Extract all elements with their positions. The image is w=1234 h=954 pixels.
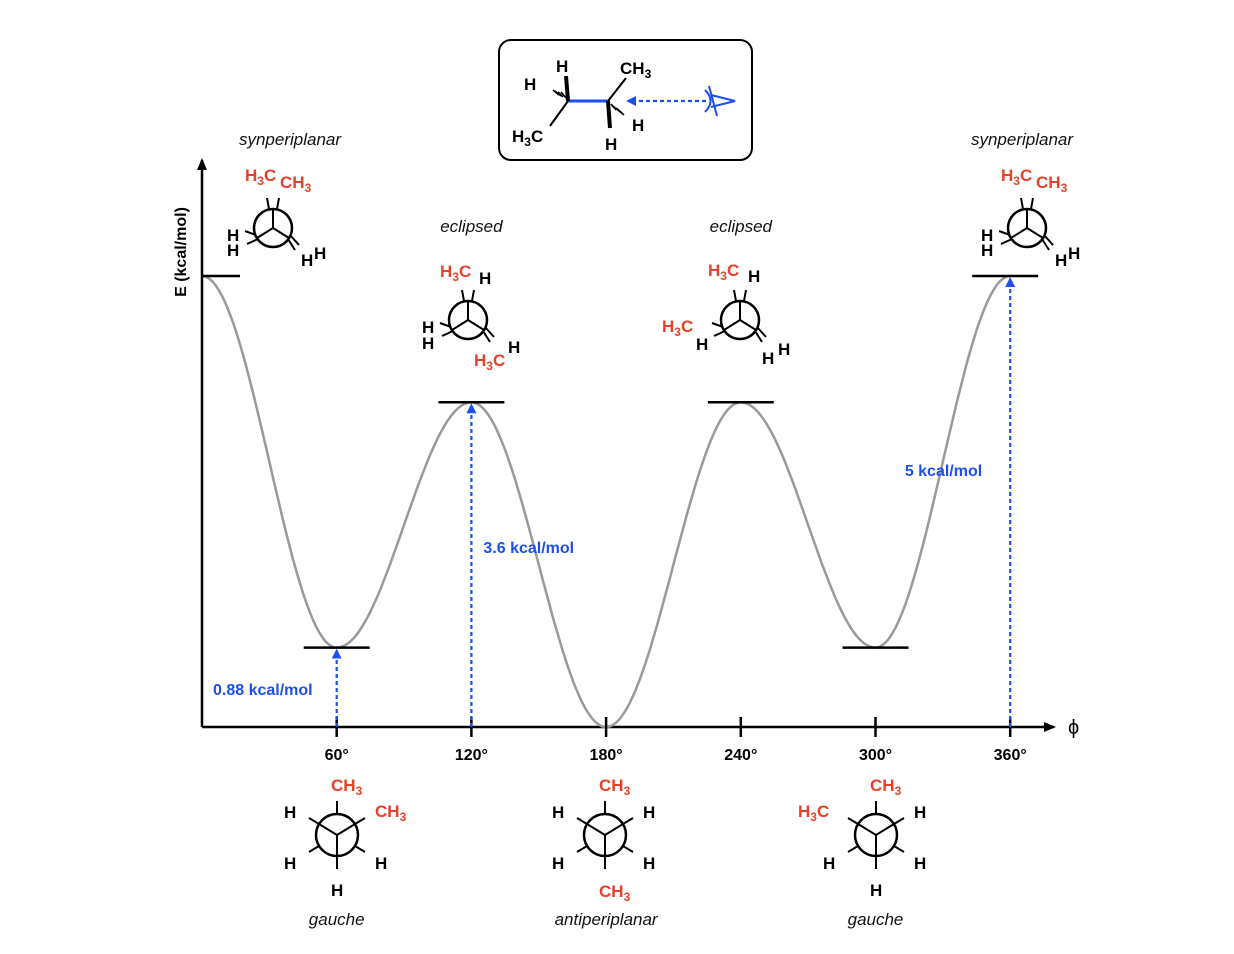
- sawhorse-inset: [499, 40, 752, 160]
- energy-curve: [202, 276, 1010, 727]
- newman-gauche-300: [798, 776, 926, 900]
- svg-text:H: H: [422, 318, 435, 337]
- svg-text:H: H: [284, 854, 297, 873]
- svg-text:H: H: [375, 854, 388, 873]
- svg-text:H: H: [284, 803, 297, 822]
- inset-atom-h: H: [605, 135, 618, 154]
- svg-text:H3C: $H_3C$: [798, 802, 830, 824]
- svg-text:H: H: [914, 854, 927, 873]
- x-tick-label: 60°: [324, 747, 349, 764]
- conformation-label: synperiplanar: [970, 130, 1074, 149]
- level-bars: [202, 276, 1038, 648]
- inset-atom-ch3: $CH_3$: [620, 59, 652, 81]
- conformation-label: gauche: [847, 910, 904, 929]
- inset-atom-h3c: $H_3C$: [512, 127, 544, 149]
- svg-text:H3C: $H_3C$: [440, 262, 472, 284]
- x-ticks: [325, 717, 1027, 764]
- svg-text:H: H: [227, 226, 240, 245]
- svg-text:H: H: [422, 334, 435, 353]
- svg-text:H3C: $H_3C$: [1001, 166, 1033, 188]
- inset-atom-h: H: [524, 75, 537, 94]
- newman-eclipsed-120: [422, 262, 520, 373]
- conformation-label: eclipsed: [709, 217, 772, 236]
- svg-text:H: H: [331, 881, 344, 900]
- conformation-label: gauche: [308, 910, 365, 929]
- x-tick-label: 120°: [454, 747, 488, 764]
- svg-text:H: H: [778, 340, 791, 359]
- svg-text:H: H: [762, 349, 775, 368]
- svg-text:CH3: $CH_3$: [331, 776, 363, 798]
- svg-text:H: H: [1068, 244, 1081, 263]
- x-tick-label: 180°: [589, 747, 623, 764]
- svg-text:H: H: [696, 335, 709, 354]
- svg-text:H3C: $H_3C$: [662, 317, 694, 339]
- energy-gap-label: 5 kcal/mol: [904, 463, 983, 480]
- y-axis-label: E (kcal/mol): [173, 207, 190, 297]
- conformation-label: synperiplanar: [238, 130, 342, 149]
- svg-text:CH3: $CH_3$: [375, 802, 407, 824]
- x-tick-label: 240°: [724, 747, 758, 764]
- svg-text:H3C: $H_3C$: [708, 261, 740, 283]
- svg-text:H: H: [508, 338, 521, 357]
- energy-gap-label: 0.88 kcal/mol: [213, 682, 313, 699]
- x-axis-label: ϕ: [1068, 717, 1080, 739]
- svg-text:H: H: [981, 241, 994, 260]
- svg-text:H: H: [479, 269, 492, 288]
- svg-text:H: H: [643, 803, 656, 822]
- energy-arrows: [213, 279, 1010, 727]
- inset-atom-h: H: [632, 116, 645, 135]
- svg-text:CH3: $CH_3$: [599, 882, 631, 904]
- svg-text:H: H: [823, 854, 836, 873]
- conformation-label: antiperiplanar: [554, 910, 658, 929]
- svg-text:CH3: $CH_3$: [870, 776, 902, 798]
- svg-text:H: H: [870, 881, 883, 900]
- newman-eclipsed-240: [662, 261, 790, 368]
- svg-text:H3C: $H_3C$: [474, 351, 506, 373]
- conformation-labels: [239, 130, 1074, 929]
- newman-antiperiplanar-180: [552, 776, 655, 904]
- svg-text:H: H: [748, 267, 761, 286]
- svg-text:H: H: [301, 251, 314, 270]
- svg-text:H: H: [552, 854, 565, 873]
- svg-text:H: H: [643, 854, 656, 873]
- svg-text:H: H: [227, 241, 240, 260]
- svg-text:CH3: $CH_3$: [1036, 173, 1068, 195]
- svg-text:CH3: $CH_3$: [280, 173, 312, 195]
- svg-text:H: H: [914, 803, 927, 822]
- x-tick-label: 300°: [858, 747, 893, 764]
- svg-text:H: H: [1055, 251, 1068, 270]
- svg-text:CH3: $CH_3$: [599, 776, 631, 798]
- svg-text:H: H: [314, 244, 327, 263]
- conformation-label: eclipsed: [440, 217, 503, 236]
- newman-synperiplanar-right: [981, 166, 1080, 270]
- newman-gauche-60: [284, 776, 407, 900]
- svg-text:H: H: [981, 226, 994, 245]
- inset-atom-h: H: [556, 57, 569, 76]
- energy-gap-label: 3.6 kcal/mol: [483, 540, 575, 557]
- svg-text:H3C: $H_3C$: [245, 166, 277, 188]
- x-tick-label: 360°: [993, 747, 1027, 764]
- svg-text:H: H: [552, 803, 565, 822]
- newman-synperiplanar-left: [227, 166, 326, 270]
